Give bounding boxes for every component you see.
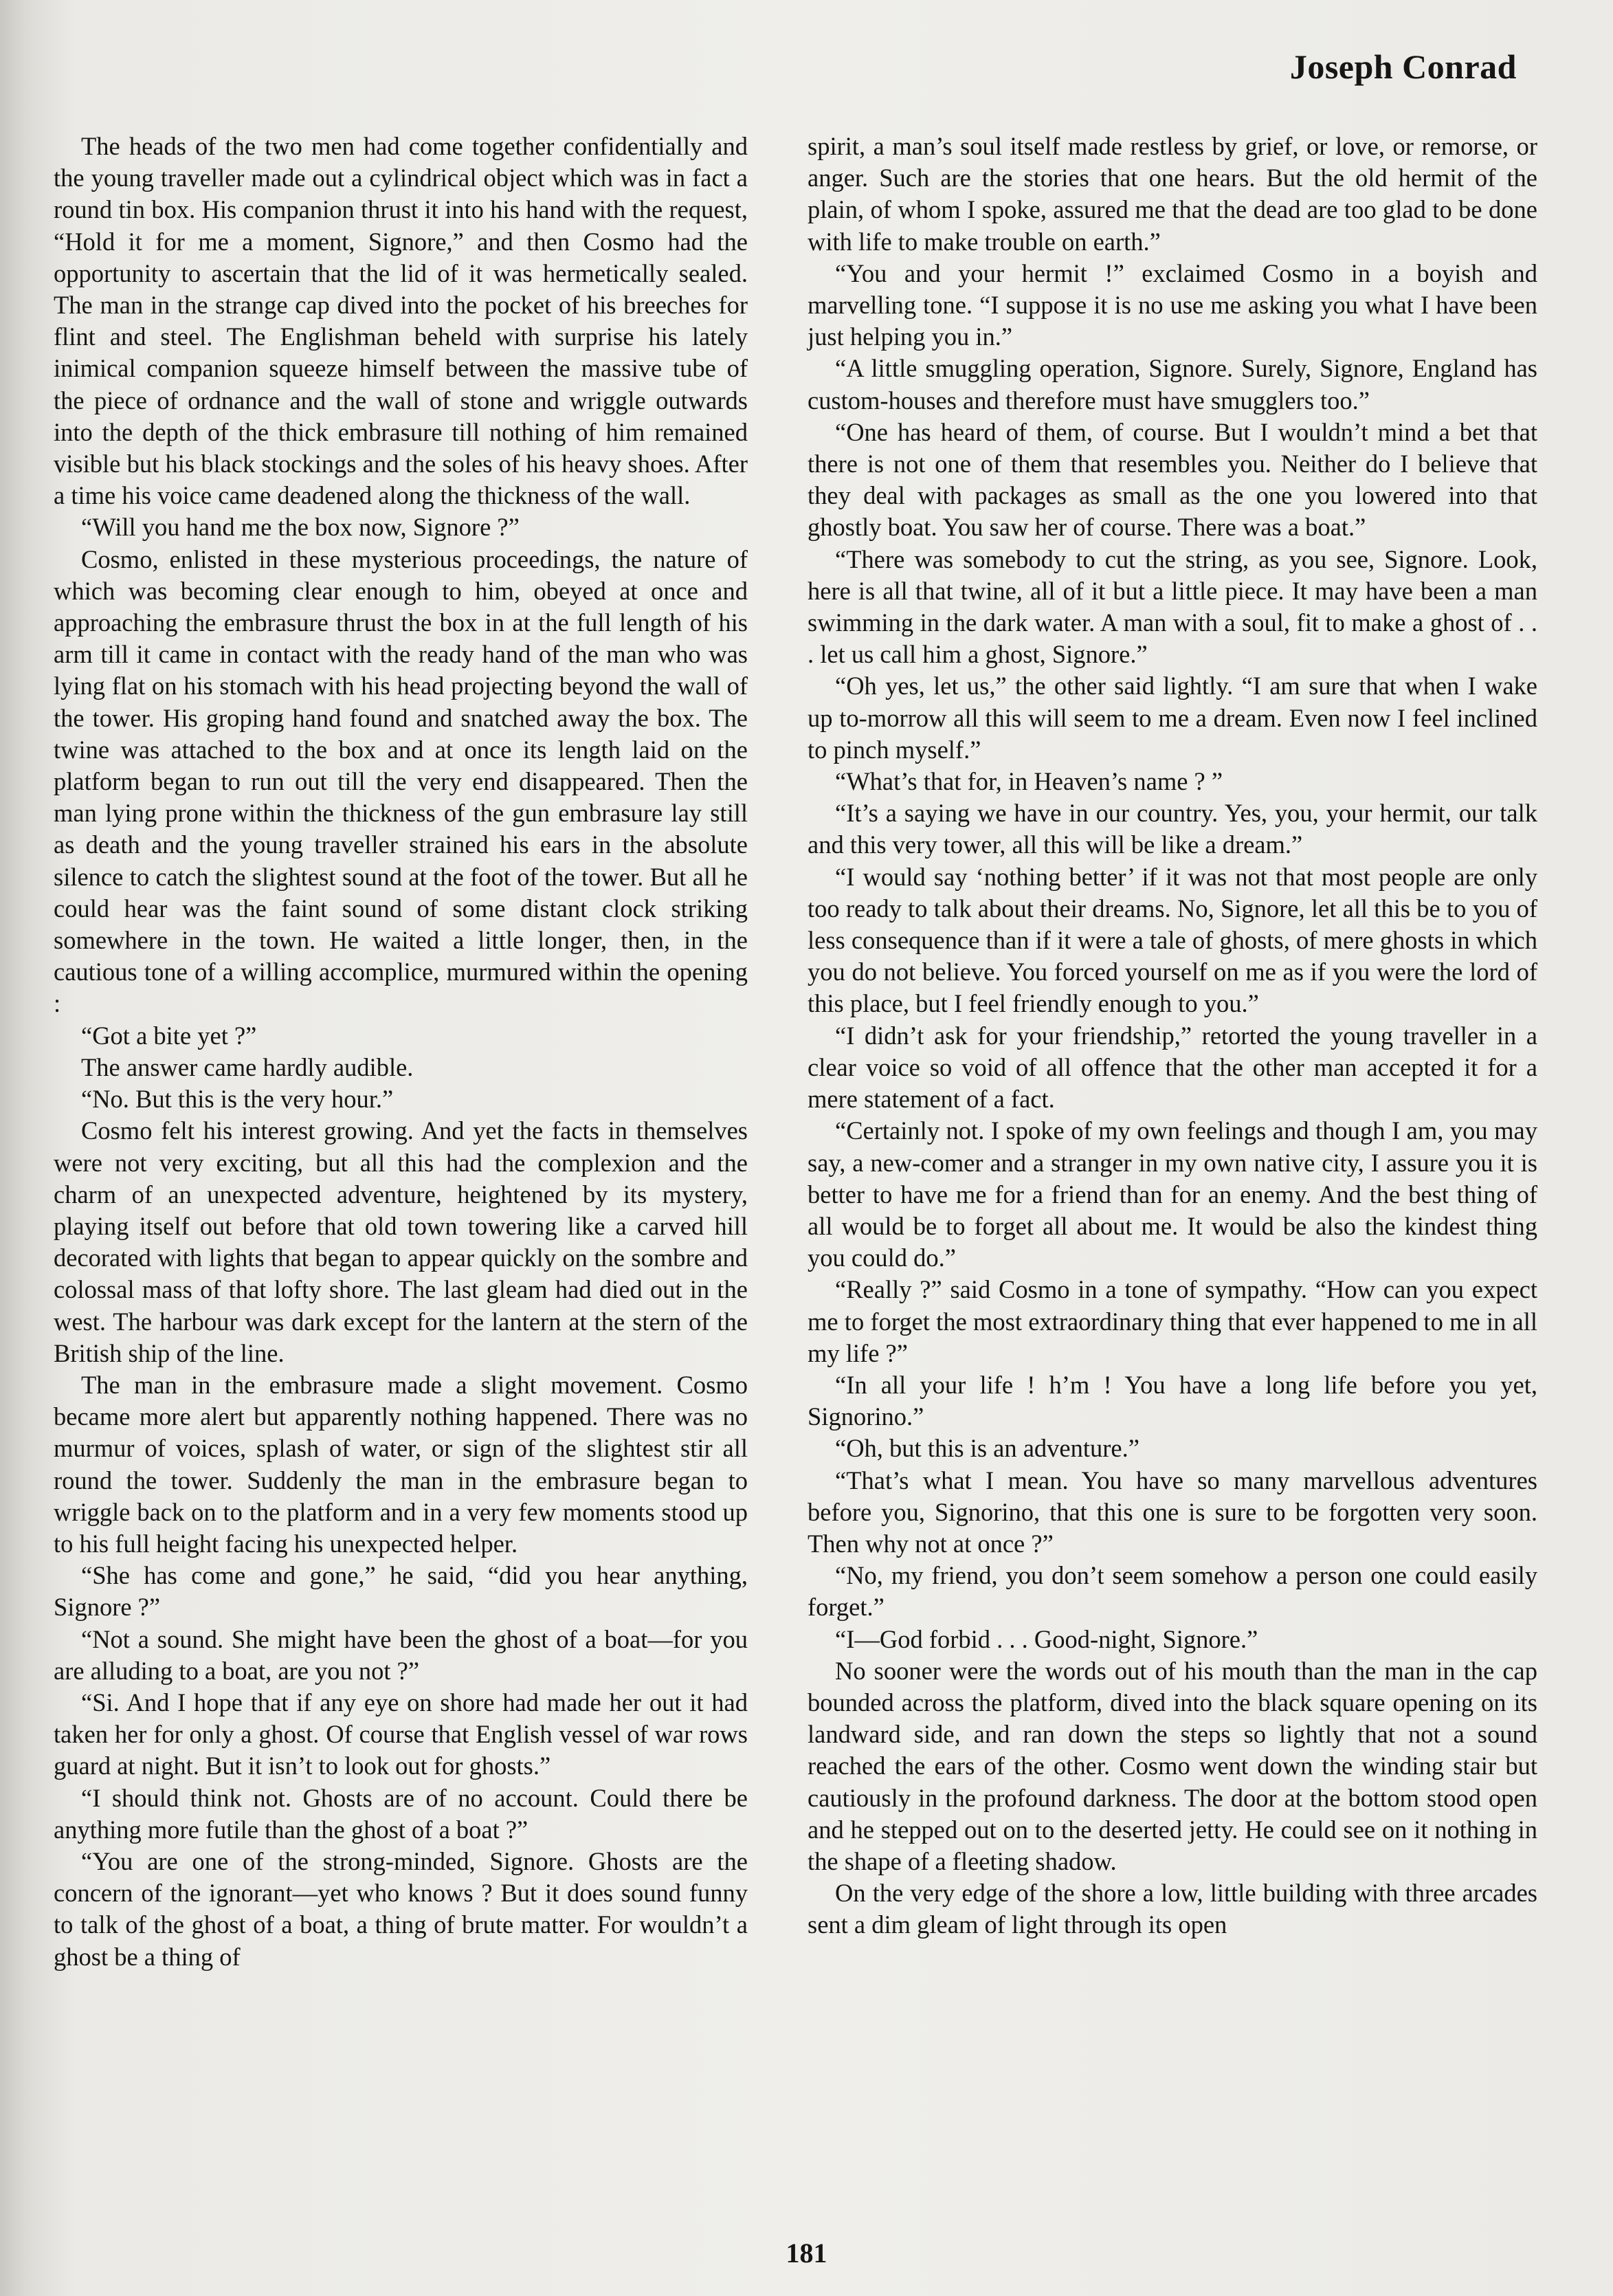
paragraph: “That’s what I mean. You have so many marvellous adventures before you, Signorino, that this one is sure to be forgotten very soon. Then why not at once ?” [808,1466,1537,1558]
paragraph: Cosmo, enlisted in these mysterious proceedings, the nature of which was becoming clear enough to him, obeyed at once and approaching the embrasure thrust the box in at the full length of his arm till it came in contact with the ready hand of the man who was lying flat on his stomach with his head projecting beyond the wall of the tower. His groping hand found and snatched away the box. The twine was attached to the box and at once its length laid on the platform began to run out till the very end disappeared. Then the man lying prone within the thickness of the gun embrasure lay still as death and the young traveller strained his ears in the absolute silence to catch the slightest sound at the foot of the tower. But all he could hear was the faint sound of some distant clock striking somewhere in the town. He waited a little longer, then, in the cautious tone of a willing accomplice, murmured within the opening : [54,544,748,1018]
paragraph: “She has come and gone,” he said, “did you hear anything, Signore ?” [54,1561,748,1622]
paragraph: “You and your hermit !” exclaimed Cosmo in a boyish and marvelling tone. “I suppose it is no use me asking you what I have been just helping you in.” [808,258,1537,351]
page-number: 181 [786,2238,827,2269]
paragraph: “Oh, but this is an adventure.” [835,1434,1139,1463]
paragraph: “I should think not. Ghosts are of no account. Could there be anything more futile than the ghost of a boat ?” [54,1783,748,1844]
paragraph: “Will you hand me the box now, Signore ?” [81,513,520,542]
paragraph: “I didn’t ask for your friendship,” retorted the young traveller in a clear voice so void of all offence that the other man accepted it for a mere statement of a fact. [808,1021,1537,1114]
paragraph: “No, my friend, you don’t seem somehow a person one could easily forget.” [808,1561,1537,1622]
paragraph: No sooner were the words out of his mouth than the man in the cap bounded across the platform, dived into the black square opening on its landward side, and ran down the steps so lightly that not a sound reached the ears of the other. Cosmo went down the winding stair but cautiously in the profound darkness. The door at the bottom stood open and he stepped out on to the deserted jetty. He could see on it nothing in the shape of a fleeting shadow. [808,1656,1537,1875]
paragraph: The heads of the two men had come together confidentially and the young traveller made out a cylindrical object which was in fact a round tin box. His companion thrust it into his hand with the request, “Hold it for me a moment, Signore,” and then Cosmo had the opportunity to ascertain that the lid of it was hermetically sealed. The man in the strange cap dived into the pocket of his breeches for flint and steel. The Englishman beheld with surprise his lately inimical companion squeeze himself between the massive tube of the piece of ordnance and the wall of stone and wriggle outwards into the depth of the thick embrasure till nothing of him remained visible but his black stockings and the soles of his heavy shoes. After a time his voice came deadened along the thickness of the wall. [54,132,748,510]
paragraph: “You are one of the strong-minded, Signore. Ghosts are the concern of the ignorant—yet who knows ? But it does sound funny to talk of the ghost of a boat, a thing of brute matter. For wouldn’t a ghost be a thing of [54,1846,748,1971]
paragraph: “What’s that for, in Heaven’s name ? ” [835,767,1223,796]
paragraph: “There was somebody to cut the string, as you see, Signore. Look, here is all that twine, all of it but a little piece. It may have been a man swimming in the dark water. A man with a soul, fit to make a ghost of . . . let us call him a ghost, Signore.” [808,544,1537,669]
right-column [808,131,1537,1941]
paragraph: “In all your life ! h’m ! You have a long life before you yet, Signorino.” [808,1370,1537,1431]
paragraph: On the very edge of the shore a low, little building with three arcades sent a dim gleam of light through its open [808,1879,1537,1939]
paragraph: “It’s a saying we have in our country. Yes, you, your hermit, our talk and this very tower, all this will be like a dream.” [808,799,1537,859]
paragraph: Cosmo felt his interest growing. And yet the facts in themselves were not very exciting, but all this had the complexion and the charm of an unexpected adventure, heightened by its mystery, playing itself out before that old town towering like a carved hill decorated with lights that began to appear quickly on the sombre and colossal mass of that lofty shore. The last gleam had died out in the west. The harbour was dark except for the lantern at the stern of the British ship of the line. [54,1116,748,1367]
paragraph-continued: spirit, a man’s soul itself made restless by grief, or love, or remorse, or anger. Such are the stories that one hears. But the old hermit of the plain, of whom I spoke, assured me that the dead are too glad to be done with life to make trouble on earth.” [808,132,1537,256]
paragraph: “A little smuggling operation, Signore. Surely, Signore, England has custom-houses and therefore must have smugglers too.” [808,354,1537,415]
paragraph: “I—God forbid . . . Good-night, Signore.” [835,1624,1258,1653]
paragraph: “One has heard of them, of course. But I wouldn’t mind a bet that there is not one of them that resembles you. Neither do I believe that they deal with packages as small as the one you lowered into that ghostly boat. You saw her of course. There was a boat.” [808,417,1537,542]
paragraph: “No. But this is the very hour.” [81,1085,394,1114]
paragraph: “Si. And I hope that if any eye on shore had made her out it had taken her for only a ghost. Of course that English vessel of war rows guard at night. But it isn’t to look out for ghosts.” [54,1688,748,1780]
running-head: Joseph Conrad [1289,47,1517,86]
paragraph: “I would say ‘nothing better’ if it was not that most people are only too ready to talk about their dreams. No, Signore, let all this be to you of less consequence than if it were a tale of ghosts, of mere ghosts in which you do not believe. You forced yourself on me as if you were the lord of this place, but I feel friendly enough to you.” [808,862,1537,1018]
paragraph: “Certainly not. I spoke of my own feelings and though I am, you may say, a new-comer and a stranger in my own native city, I assure you it is better to have me for a friend than for an enemy. And the best thing of all would be to forget all about me. It would be also the kindest thing you could do.” [808,1116,1537,1272]
paragraph: The man in the embrasure made a slight movement. Cosmo became more alert but apparently nothing happened. There was no murmur of voices, splash of water, or sign of the slightest stir all round the tower. Suddenly the man in the embrasure began to wriggle back on to the platform and in a very few moments stood up to his full height facing his unexpected helper. [54,1370,748,1558]
paragraph: “Really ?” said Cosmo in a tone of sympathy. “How can you expect me to forget the most extraordinary thing that ever happened to me in all my life ?” [808,1275,1537,1367]
paragraph: “Not a sound. She might have been the ghost of a boat—for you are alluding to a boat, are you not ?” [54,1624,748,1685]
paragraph: “Got a bite yet ?” [81,1021,257,1050]
paragraph: “Oh yes, let us,” the other said lightly. “I am sure that when I wake up to-morrow all this will seem to me a dream. Even now I feel inclined to pinch myself.” [808,672,1537,764]
paragraph: The answer came hardly audible. [81,1052,414,1081]
left-column [54,131,748,1973]
